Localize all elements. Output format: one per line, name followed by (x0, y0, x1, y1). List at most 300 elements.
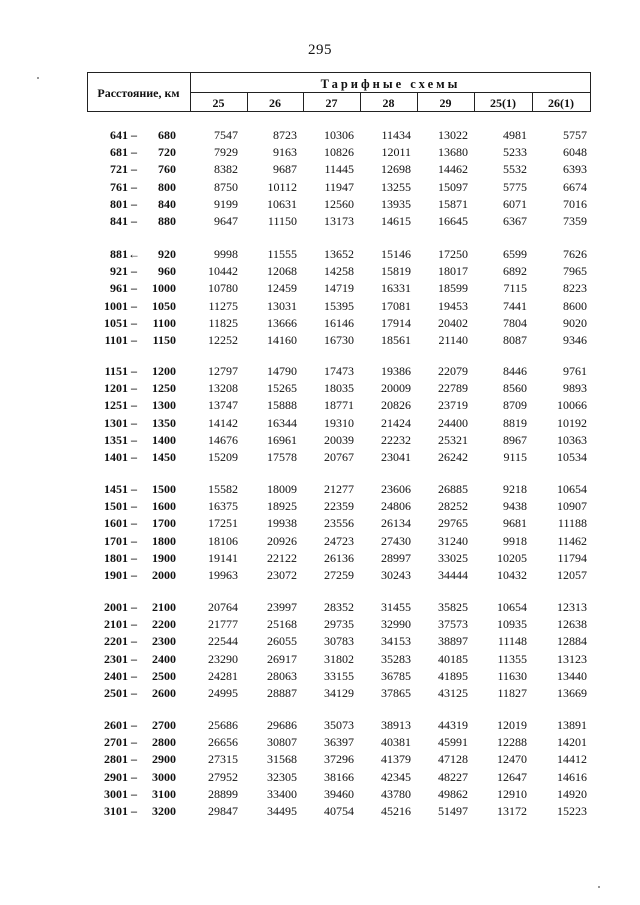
tariff-value: 15871 (438, 196, 468, 211)
tariff-value: 22079 (438, 364, 468, 378)
tariff-value: 7359 (563, 214, 587, 228)
tariff-value: 26055 (267, 634, 297, 649)
distance-separator: – (131, 499, 137, 514)
tariff-value: 6599 (503, 247, 527, 261)
distance-to: 880 (158, 214, 176, 228)
distance-from: 1051 (104, 315, 128, 330)
tariff-value: 17914 (381, 315, 411, 330)
tariff-value: 23556 (324, 516, 354, 531)
tariff-value: 47128 (438, 752, 468, 767)
distance-separator: – (131, 415, 137, 430)
tariff-value: 11275 (208, 298, 238, 313)
tariff-value: 10935 (497, 617, 527, 632)
tariff-value: 19141 (208, 550, 238, 565)
tariff-value: 10780 (208, 281, 238, 296)
tariff-value: 13172 (497, 804, 527, 818)
tariff-value: 22544 (208, 634, 238, 649)
tariff-value: 19310 (324, 415, 354, 430)
tariff-value: 8382 (214, 162, 238, 177)
tariff-value: 15582 (208, 482, 238, 496)
tariff-value: 8709 (503, 398, 527, 413)
tariff-value: 15223 (557, 804, 587, 818)
distance-from: 1001 (104, 298, 128, 313)
table-row (0, 804, 640, 821)
tariff-value: 13173 (324, 214, 354, 228)
tariff-value: 22359 (324, 499, 354, 514)
tariff-value: 11794 (557, 550, 587, 565)
distance-separator: – (131, 516, 137, 531)
table-row (0, 787, 640, 804)
distance-separator: – (131, 364, 137, 378)
tariff-schemes-title: Тарифные схемы (320, 77, 461, 91)
tariff-value: 10192 (557, 415, 587, 430)
tariff-value: 12068 (267, 264, 297, 279)
distance-to: 1700 (152, 516, 176, 531)
table-row (0, 770, 640, 787)
tariff-value: 19453 (438, 298, 468, 313)
tariff-value: 20009 (381, 381, 411, 396)
tariff-value: 14790 (267, 364, 297, 378)
tariff-value: 5775 (503, 179, 527, 194)
distance-from: 1201 (104, 381, 128, 396)
tariff-value: 15097 (438, 179, 468, 194)
tariff-value: 9115 (503, 450, 527, 464)
distance-separator: – (131, 214, 137, 228)
tariff-value: 23072 (267, 568, 297, 582)
tariff-value: 37865 (381, 686, 411, 700)
tariff-value: 24995 (208, 686, 238, 700)
tariff-value: 20826 (381, 398, 411, 413)
distance-separator: – (131, 128, 137, 142)
distance-to: 3100 (152, 786, 176, 801)
tariff-value: 30243 (381, 568, 411, 582)
tariff-value: 41379 (381, 752, 411, 767)
tariff-value: 33400 (267, 786, 297, 801)
distance-separator: – (131, 550, 137, 565)
tariff-value: 11462 (557, 533, 587, 548)
distance-from: 2901 (104, 769, 128, 784)
tariff-value: 36397 (324, 735, 354, 750)
distance-from: 1601 (104, 516, 128, 531)
distance-separator: – (131, 769, 137, 784)
tariff-value: 15146 (381, 247, 411, 261)
tariff-value: 5757 (563, 128, 587, 142)
distance-to: 2300 (152, 634, 176, 649)
table-row (0, 247, 640, 264)
tariff-value: 26242 (438, 450, 468, 464)
tariff-value: 18009 (267, 482, 297, 496)
distance-to: 1450 (152, 450, 176, 464)
distance-from: 2501 (104, 686, 128, 700)
tariff-value: 4981 (503, 128, 527, 142)
tariff-value: 12560 (324, 196, 354, 211)
distance-to: 3200 (152, 804, 176, 818)
tariff-value: 41895 (438, 668, 468, 683)
table-row (0, 364, 640, 381)
tariff-value: 39460 (324, 786, 354, 801)
tariff-value: 8819 (503, 415, 527, 430)
tariff-value: 20402 (438, 315, 468, 330)
tariff-value: 10112 (267, 179, 297, 194)
tariff-value: 6892 (503, 264, 527, 279)
tariff-value: 30807 (267, 735, 297, 750)
distance-to: 2700 (152, 718, 176, 732)
column-header-28: 28 (382, 96, 395, 110)
distance-to: 2800 (152, 735, 176, 750)
distance-to: 1050 (152, 298, 176, 313)
tariff-value: 13747 (208, 398, 238, 413)
scan-speck (37, 77, 39, 79)
distance-from: 1451 (104, 482, 128, 496)
table-row (0, 433, 640, 450)
distance-from: 881 (110, 247, 128, 261)
tariff-value: 34495 (267, 804, 297, 818)
tariff-value: 35283 (381, 651, 411, 666)
table-row (0, 281, 640, 298)
tariff-value: 26885 (438, 482, 468, 496)
distance-from: 2301 (104, 651, 128, 666)
tariff-value: 28899 (208, 786, 238, 801)
tariff-value: 29686 (267, 718, 297, 732)
table-row (0, 128, 640, 145)
tariff-value: 23041 (381, 450, 411, 464)
tariff-value: 15819 (381, 264, 411, 279)
table-row (0, 752, 640, 769)
tariff-value: 11827 (497, 686, 527, 700)
tariff-value: 24806 (381, 499, 411, 514)
tariff-value: 10631 (267, 196, 297, 211)
distance-to: 920 (158, 247, 176, 261)
tariff-value: 11355 (497, 651, 527, 666)
tariff-value: 43125 (438, 686, 468, 700)
distance-separator: – (131, 264, 137, 279)
distance-from: 1151 (104, 364, 128, 378)
tariff-value: 9199 (214, 196, 238, 211)
distance-from: 2001 (104, 600, 128, 614)
tariff-value: 13031 (267, 298, 297, 313)
tariff-value: 27315 (208, 752, 238, 767)
column-header-25: 25 (212, 96, 225, 110)
tariff-value: 19938 (267, 516, 297, 531)
tariff-value: 14462 (438, 162, 468, 177)
tariff-value: 12019 (497, 718, 527, 732)
distance-to: 800 (158, 179, 176, 194)
distance-from: 721 (110, 162, 128, 177)
tariff-value: 9218 (503, 482, 527, 496)
distance-from: 2401 (104, 668, 128, 683)
tariff-value: 8223 (563, 281, 587, 296)
tariff-value: 14616 (557, 769, 587, 784)
tariff-value: 33155 (324, 668, 354, 683)
tariff-value: 25321 (438, 432, 468, 447)
tariff-value: 21140 (438, 333, 468, 347)
tariff-value: 6367 (503, 214, 527, 228)
distance-separator: – (131, 533, 137, 548)
tariff-value: 31455 (381, 600, 411, 614)
tariff-value: 9346 (563, 333, 587, 347)
distance-separator: – (131, 651, 137, 666)
table-row (0, 568, 640, 585)
tariff-value: 15395 (324, 298, 354, 313)
table-row (0, 735, 640, 752)
table-row (0, 381, 640, 398)
distance-to: 840 (158, 196, 176, 211)
tariff-value: 9918 (503, 533, 527, 548)
tariff-value: 9761 (563, 364, 587, 378)
tariff-value: 16146 (324, 315, 354, 330)
tariff-value: 18017 (438, 264, 468, 279)
distance-from: 2801 (104, 752, 128, 767)
table-row (0, 551, 640, 568)
table-row (0, 600, 640, 617)
column-header-27: 27 (325, 96, 338, 110)
tariff-value: 8750 (214, 179, 238, 194)
tariff-value: 12797 (208, 364, 238, 378)
table-row (0, 669, 640, 686)
tariff-value: 14160 (267, 333, 297, 347)
column-header-26: 26 (269, 96, 281, 110)
tariff-value: 12638 (557, 617, 587, 632)
tariff-value: 32990 (381, 617, 411, 632)
tariff-value: 34153 (381, 634, 411, 649)
distance-separator: – (131, 735, 137, 750)
distance-to: 1250 (152, 381, 176, 396)
tariff-value: 42345 (381, 769, 411, 784)
tariff-value: 12011 (381, 145, 411, 160)
tariff-value: 13891 (557, 718, 587, 732)
tariff-value: 29765 (438, 516, 468, 531)
tariff-value: 11825 (208, 315, 238, 330)
tariff-value: 21424 (381, 415, 411, 430)
tariff-value: 22789 (438, 381, 468, 396)
tariff-value: 8723 (273, 128, 297, 142)
tariff-value: 31802 (324, 651, 354, 666)
table-row (0, 450, 640, 467)
distance-to: 1900 (152, 550, 176, 565)
table-row (0, 652, 640, 669)
distance-to: 2000 (152, 568, 176, 582)
tariff-value: 27430 (381, 533, 411, 548)
distance-separator: – (131, 162, 137, 177)
distance-separator: – (131, 600, 137, 614)
distance-from: 2101 (104, 617, 128, 632)
tariff-value: 18925 (267, 499, 297, 514)
tariff-value: 10654 (497, 600, 527, 614)
tariff-value: 7441 (503, 298, 527, 313)
page-number: 295 (308, 42, 332, 58)
tariff-value: 23997 (267, 600, 297, 614)
tariff-value: 11445 (324, 162, 354, 177)
tariff-value: 22232 (381, 432, 411, 447)
tariff-value: 23719 (438, 398, 468, 413)
tariff-value: 8087 (503, 333, 527, 347)
tariff-value: 26656 (208, 735, 238, 750)
tariff-value: 48227 (438, 769, 468, 784)
tariff-value: 8600 (563, 298, 587, 313)
distance-to: 720 (158, 145, 176, 160)
distance-from: 1351 (104, 432, 128, 447)
tariff-value: 5233 (503, 145, 527, 160)
tariff-value: 25686 (208, 718, 238, 732)
tariff-value: 13022 (438, 128, 468, 142)
tariff-value: 12252 (208, 333, 238, 347)
tariff-value: 37573 (438, 617, 468, 632)
distance-to: 1100 (152, 315, 176, 330)
tariff-value: 13680 (438, 145, 468, 160)
tariff-value: 7929 (214, 145, 238, 160)
tariff-value: 15209 (208, 450, 238, 464)
distance-separator: – (131, 315, 137, 330)
tariff-value: 37296 (324, 752, 354, 767)
tariff-value: 18035 (324, 381, 354, 396)
distance-to: 3000 (152, 769, 176, 784)
tariff-value: 12313 (557, 600, 587, 614)
tariff-value: 38913 (381, 718, 411, 732)
tariff-value: 40381 (381, 735, 411, 750)
tariff-value: 7804 (503, 315, 527, 330)
tariff-value: 13935 (381, 196, 411, 211)
tariff-value: 18106 (208, 533, 238, 548)
tariff-value: 8560 (503, 381, 527, 396)
tariff-value: 13652 (324, 247, 354, 261)
tariff-value: 20039 (324, 432, 354, 447)
tariff-value: 19963 (208, 568, 238, 582)
tariff-value: 9020 (563, 315, 587, 330)
tariff-value: 34129 (324, 686, 354, 700)
tariff-value: 9687 (273, 162, 297, 177)
tariff-value: 35825 (438, 600, 468, 614)
tariff-value: 24281 (208, 668, 238, 683)
distance-separator: – (131, 634, 137, 649)
tariff-value: 23606 (381, 482, 411, 496)
tariff-value: 17473 (324, 364, 354, 378)
tariff-value: 5532 (503, 162, 527, 177)
tariff-value: 14142 (208, 415, 238, 430)
tariff-value: 35073 (324, 718, 354, 732)
tariff-value: 6071 (503, 196, 527, 211)
tariff-value: 16375 (208, 499, 238, 514)
tariff-value: 18561 (381, 333, 411, 347)
distance-separator: – (131, 568, 137, 582)
distance-from: 3001 (104, 786, 128, 801)
distance-to: 1350 (152, 415, 176, 430)
tariff-value: 11188 (557, 516, 587, 531)
tariff-value: 28887 (267, 686, 297, 700)
distance-to: 960 (158, 264, 176, 279)
tariff-value: 7115 (503, 281, 527, 296)
distance-separator: – (131, 333, 137, 347)
tariff-value: 20767 (324, 450, 354, 464)
distance-to: 2600 (152, 686, 176, 700)
distance-from: 1801 (104, 550, 128, 565)
tariff-value: 17081 (381, 298, 411, 313)
tariff-value: 18599 (438, 281, 468, 296)
tariff-value: 13208 (208, 381, 238, 396)
tariff-value: 43780 (381, 786, 411, 801)
tariff-value: 12459 (267, 281, 297, 296)
table-row (0, 617, 640, 634)
distance-to: 2100 (152, 600, 176, 614)
tariff-value: 26917 (267, 651, 297, 666)
tariff-value: 10066 (557, 398, 587, 413)
tariff-value: 40754 (324, 804, 354, 818)
table-row (0, 686, 640, 703)
tariff-value: 20926 (267, 533, 297, 548)
table-row (0, 398, 640, 415)
table-row (0, 634, 640, 651)
distance-separator: ← (128, 247, 140, 261)
tariff-value: 17250 (438, 247, 468, 261)
tariff-value: 44319 (438, 718, 468, 732)
distance-from: 1101 (104, 333, 128, 347)
tariff-value: 23290 (208, 651, 238, 666)
tariff-value: 11148 (497, 634, 527, 649)
tariff-value: 12884 (557, 634, 587, 649)
tariff-value: 10654 (557, 482, 587, 496)
distance-from: 641 (110, 128, 128, 142)
distance-from: 841 (110, 214, 128, 228)
tariff-value: 7626 (563, 247, 587, 261)
distance-from: 2201 (104, 634, 128, 649)
distance-column-title: Расстояние, км (97, 86, 180, 100)
tariff-value: 29735 (324, 617, 354, 632)
distance-to: 2900 (152, 752, 176, 767)
distance-to: 1200 (152, 364, 176, 378)
tariff-value: 13440 (557, 668, 587, 683)
tariff-value: 16730 (324, 333, 354, 347)
table-row (0, 145, 640, 162)
distance-to: 1400 (152, 432, 176, 447)
tariff-value: 21777 (208, 617, 238, 632)
distance-from: 921 (110, 264, 128, 279)
table-row (0, 214, 640, 231)
tariff-value: 10442 (208, 264, 238, 279)
tariff-value: 10432 (497, 568, 527, 582)
table-row (0, 534, 640, 551)
distance-to: 680 (158, 128, 176, 142)
tariff-value: 34444 (438, 568, 468, 582)
tariff-value: 49862 (438, 786, 468, 801)
distance-separator: – (131, 752, 137, 767)
tariff-value: 12910 (497, 786, 527, 801)
distance-from: 2701 (104, 735, 128, 750)
tariff-value: 19386 (381, 364, 411, 378)
tariff-value: 28997 (381, 550, 411, 565)
tariff-value: 13123 (557, 651, 587, 666)
tariff-value: 14258 (324, 264, 354, 279)
tariff-value: 13666 (267, 315, 297, 330)
table-row (0, 180, 640, 197)
tariff-value: 6674 (563, 179, 587, 194)
tariff-value: 22122 (267, 550, 297, 565)
tariff-value: 17251 (208, 516, 238, 531)
distance-to: 2200 (152, 617, 176, 632)
tariff-value: 11555 (267, 247, 297, 261)
tariff-value: 9681 (503, 516, 527, 531)
tariff-value: 7965 (563, 264, 587, 279)
distance-separator: – (131, 381, 137, 396)
tariff-value: 10534 (557, 450, 587, 464)
tariff-value: 18771 (324, 398, 354, 413)
distance-from: 1701 (104, 533, 128, 548)
distance-to: 1300 (152, 398, 176, 413)
tariff-value: 14201 (557, 735, 587, 750)
column-header-29: 29 (439, 96, 452, 110)
tariff-value: 17578 (267, 450, 297, 464)
table-row (0, 482, 640, 499)
tariff-value: 11150 (267, 214, 297, 228)
distance-from: 681 (110, 145, 128, 160)
